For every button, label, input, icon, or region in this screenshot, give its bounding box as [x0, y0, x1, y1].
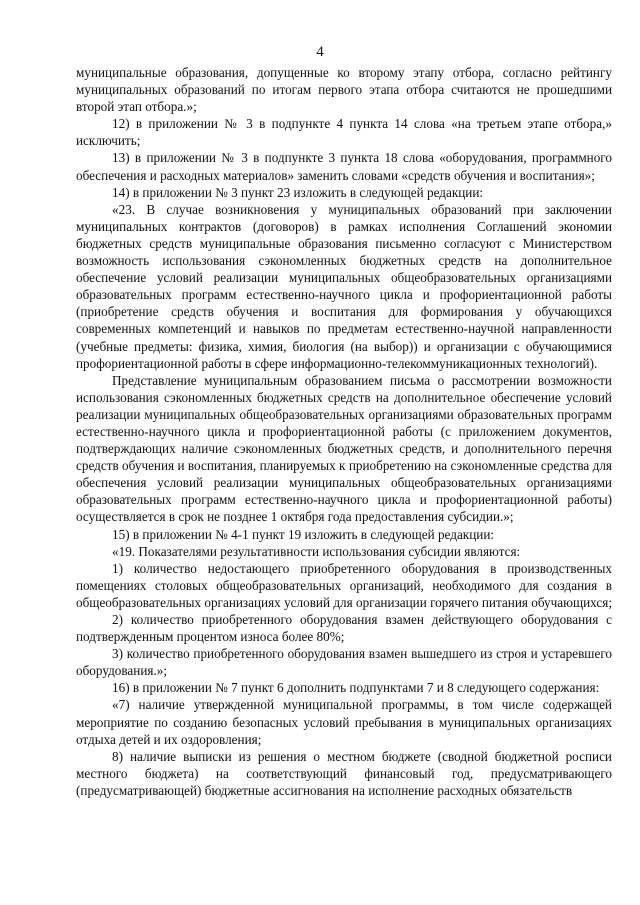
- paragraph-item-13: 13) в приложении № 3 в подпункте 3 пункта 18 слова «оборудования, программного обеспечения и расходных материалов» заменить словами «средств обучения и воспитания»;: [76, 150, 612, 183]
- paragraph-point-23: «23. В случае возникновения у муниципальных образований при заключении муниципальных контрактов (договоров) в рамках исполнения Соглашений экономии бюджетных средств муниципальные образования письменно согласуют с Министерством возможность использования сэкономленных бюджетных средств на дополнительное обеспечение условий реализации муниципальных общеобразовательных организациями образовательных программ естественно-научного цикла и профориентационной работы (приобретение средств обучения и воспитания для формирования у обучающихся современных компетенций и навыков по предметам естественно-научной направленности (учебные предметы: физика, химия, биология (на выбор)) и организации с обучающимися профориентационной работы в сфере информационно-телекоммуникационных технологий).: [76, 201, 612, 371]
- paragraph-continuation: муниципальные образования, допущенные ко второму этапу отбора, согласно рейтингу муниципальных образований по итогам первого этапа отбора считаются не прошедшими второй этап отбора.»;: [76, 65, 612, 115]
- document-body: [76, 64, 612, 799]
- paragraph-item-16: 16) в приложении № 7 пункт 6 дополнить подпунктами 7 и 8 следующего содержания:: [112, 680, 600, 696]
- paragraph-point-19: «19. Показателями результативности использования субсидии являются:: [112, 543, 521, 559]
- paragraph-subitem-8: 8) наличие выписки из решения о местном бюджете (сводной бюджетной росписи местного бюджета) на соответствующий финансовый год, предусматривающего (предусматривающей) бюджетные ассигнования на исполнение расходных обязательств: [76, 748, 612, 798]
- paragraph-item-15: 15) в приложении № 4-1 пункт 19 изложить в следующей редакции:: [112, 526, 495, 542]
- paragraph-item-14: 14) в приложении № 3 пункт 23 изложить в следующей редакции:: [112, 184, 484, 200]
- paragraph-item-12: 12) в приложении № 3 в подпункте 4 пункта 14 слова «на третьем этапе отбора,» исключить;: [76, 116, 612, 149]
- paragraph-indicator-3: 3) количество приобретенного оборудования взамен вышедшего из строя и устаревшего оборудования.»;: [76, 646, 612, 679]
- paragraph-subitem-7: «7) наличие утвержденной муниципальной программы, в том числе содержащей мероприятие по созданию безопасных условий пребывания в муниципальных организациях отдыха детей и их оздоровления;: [76, 697, 612, 747]
- paragraph-indicator-2: 2) количество приобретенного оборудования взамен действующего оборудования с подтвержденным процентом износа более 80%;: [76, 612, 612, 645]
- paragraph-indicator-1: 1) количество недостающего приобретенного оборудования в производственных помещениях столовых общеобразовательных организаций, необходимого для создания в общеобразовательных организациях условий для организации горячего питания обучающихся;: [76, 560, 612, 610]
- paragraph-letter-submission: Представление муниципальным образованием письма о рассмотрении возможности использования сэкономленных бюджетных средств на дополнительное обеспечение условий реализации муниципальных общеобразовательных организациями образовательных программ естественно-научного цикла и профориентационной работы (с приложением документов, подтверждающих наличие сэкономленных бюджетных средств, и дополнительного перечня средств обучения и воспитания, планируемых к приобретению на сэкономленные средства для обеспечения условий реализации муниципальных общеобразовательных организациями образовательных программ естественно-научного цикла и профориентационной работы) осуществляется в срок не позднее 1 октября года предоставления субсидии.»;: [76, 372, 612, 525]
- page-number: 4: [316, 44, 324, 60]
